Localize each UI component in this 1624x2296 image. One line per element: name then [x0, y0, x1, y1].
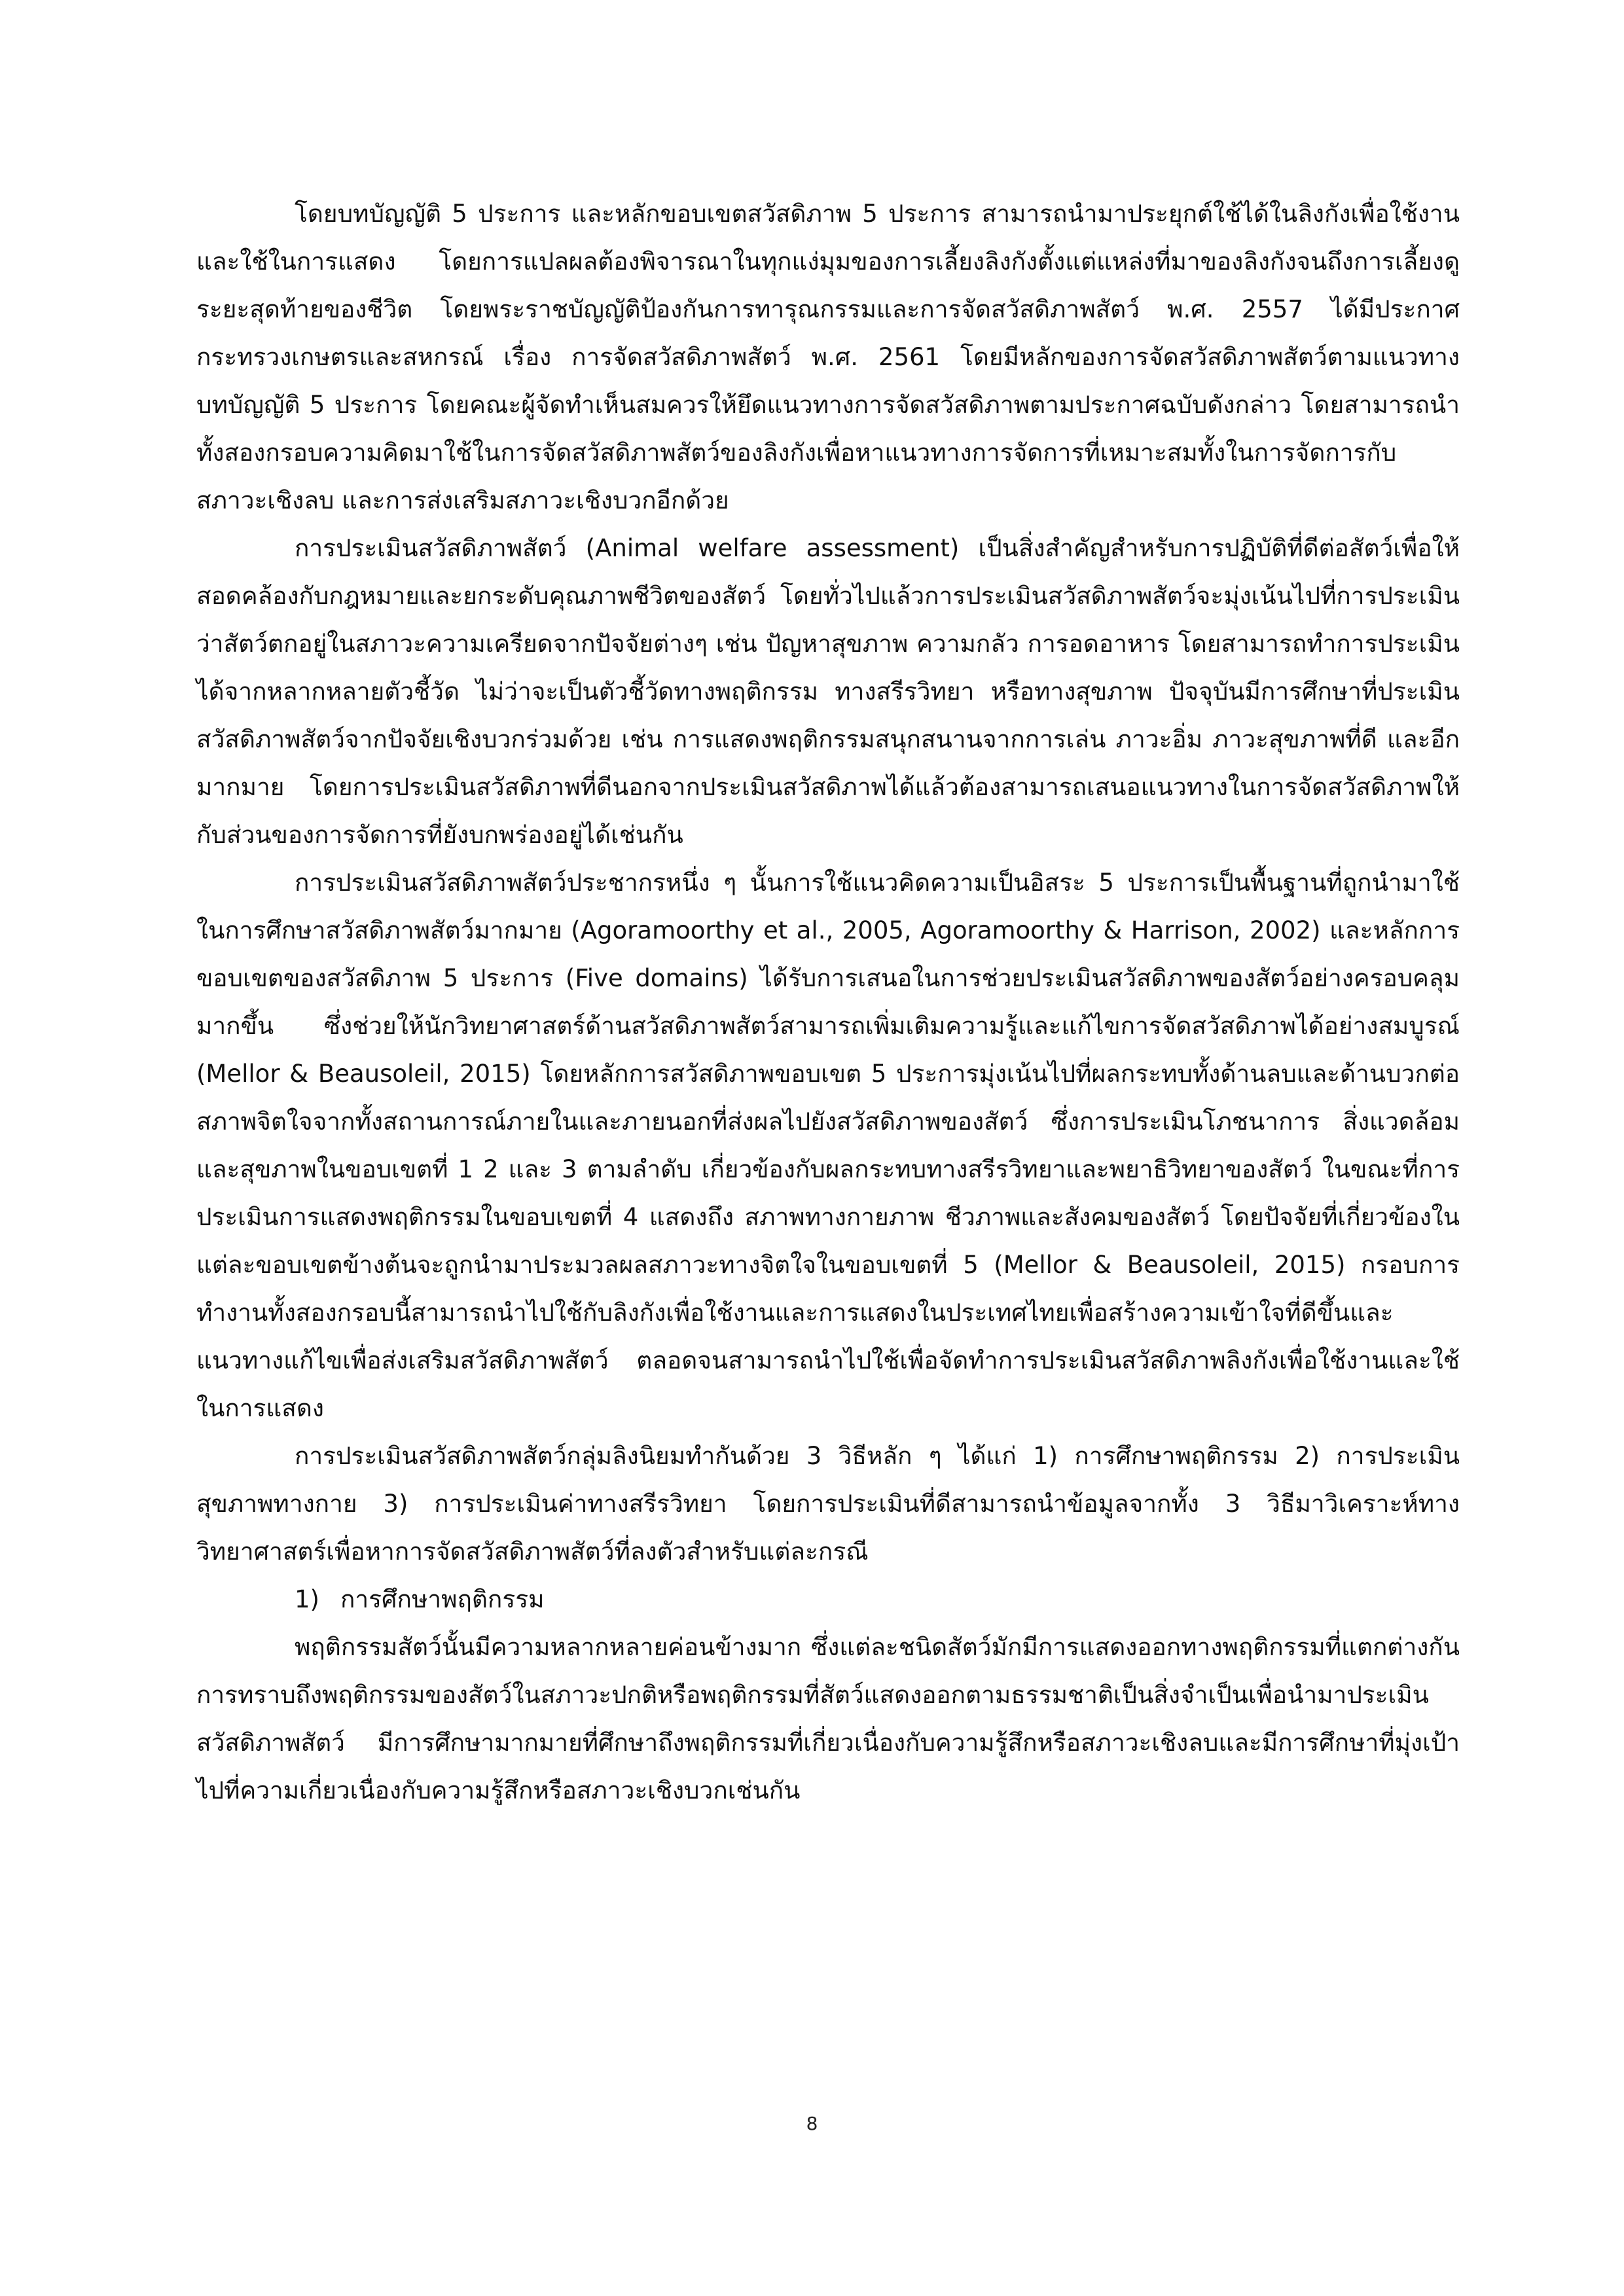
- paragraph-assessment-methods: การประเมินสวัสดิภาพสัตว์กลุ่มลิงนิยมทำกันด้วย 3 วิธีหลัก ๆ ได้แก่ 1) การศึกษาพฤติกรรม 2) การประเมินสุขภาพทางกาย 3) การประเมินค่าทางสรีรวิทยา โดยการประเมินที่ดีสามารถนำข้อมูลจากทั้ง 3 วิธีมาวิเคราะห์ทางวิทยาศาสตร์เพื่อหาการจัดสวัสดิภาพสัตว์ที่ลงตัวสำหรับแต่ละกรณี: [196, 1442, 1460, 1566]
- paragraph-welfare-assessment: การประเมินสวัสดิภาพสัตว์ (Animal welfare assessment) เป็นสิ่งสำคัญสำหรับการปฏิบัติที่ดีต่อสัตว์เพื่อให้สอดคล้องกับกฎหมายและยกระดับคุณภาพชีวิตของสัตว์ โดยทั่วไปแล้วการประเมินสวัสดิภาพสัตว์จะมุ่งเน้นไปที่การประเมินว่าสัตว์ตกอยู่ในสภาวะความเครียดจากปัจจัยต่างๆ เช่น ปัญหาสุขภาพ ความกลัว การอดอาหาร โดยสามารถทำการประเมินได้จากหลากหลายตัวชี้วัด ไม่ว่าจะเป็นตัวชี้วัดทางพฤติกรรม ทางสรีรวิทยา หรือทางสุขภาพ ปัจจุบันมีการศึกษาที่ประเมินสวัสดิภาพสัตว์จากปัจจัยเชิงบวกร่วมด้วย เช่น การแสดงพฤติกรรมสนุกสนานจากการเล่น ภาวะอิ่ม ภาวะสุขภาพที่ดี และอีกมากมาย โดยการประเมินสวัสดิภาพที่ดีนอกจากประเมินสวัสดิภาพได้แล้วต้องสามารถเสนอแนวทางในการจัดสวัสดิภาพให้กับส่วนของการจัดการที่ยังบกพร่องอยู่ได้เช่นกัน: [196, 534, 1460, 849]
- list-item-behavior-study: [196, 1575, 1460, 1623]
- paragraph-five-domains: การประเมินสวัสดิภาพสัตว์ประชากรหนึ่ง ๆ นั้นการใช้แนวคิดความเป็นอิสระ 5 ประการเป็นพื้นฐานที่ถูกนำมาใช้ในการศึกษาสวัสดิภาพสัตว์มากมาย (Agoramoorthy et al., 2005, Agoramoorthy & Harrison, 2002) และหลักการขอบเขตของสวัสดิภาพ 5 ประการ (Five domains) ได้รับการเสนอในการช่วยประเมินสวัสดิภาพของสัตว์อย่างครอบคลุมมากขึ้น ซึ่งช่วยให้นักวิทยาศาสตร์ด้านสวัสดิภาพสัตว์สามารถเพิ่มเติมความรู้และแก้ไขการจัดสวัสดิภาพได้อย่างสมบูรณ์ (Mellor & Beausoleil, 2015) โดยหลักการสวัสดิภาพขอบเขต 5 ประการมุ่งเน้นไปที่ผลกระทบทั้งด้านลบและด้านบวกต่อสภาพจิตใจจากทั้งสถานการณ์ภายในและภายนอกที่ส่งผลไปยังสวัสดิภาพของสัตว์ ซึ่งการประเมินโภชนาการ สิ่งแวดล้อมและสุขภาพในขอบเขตที่ 1 2 และ 3 ตามลำดับ เกี่ยวข้องกับผลกระทบทางสรีรวิทยาและพยาธิวิทยาของสัตว์ ในขณะที่การประเมินการแสดงพฤติกรรมในขอบเขตที่ 4 แสดงถึง สภาพทางกายภาพ ชีวภาพและสังคมของสัตว์ โดยปัจจัยที่เกี่ยวข้องในแต่ละขอบเขตข้างต้นจะถูกนำมาประมวลผลสภาวะทางจิตใจในขอบเขตที่ 5 (Mellor & Beausoleil, 2015) กรอบการทำงานทั้งสองกรอบนี้สามารถนำไปใช้กับลิงกังเพื่อใช้งานและการแสดงในประเทศไทยเพื่อสร้างความเข้าใจที่ดีขึ้นและแนวทางแก้ไขเพื่อส่งเสริมสวัสดิภาพสัตว์ ตลอดจนสามารถนำไปใช้เพื่อจัดทำการประเมินสวัสดิภาพลิงกังเพื่อใช้งานและใช้ในการแสดง: [196, 869, 1460, 1422]
- paragraph-animal-behavior: พฤติกรรมสัตว์นั้นมีความหลากหลายค่อนข้างมาก ซึ่งแต่ละชนิดสัตว์มักมีการแสดงออกทางพฤติกรรมที่แตกต่างกัน การทราบถึงพฤติกรรมของสัตว์ในสภาวะปกติหรือพฤติกรรมที่สัตว์แสดงออกตามธรรมชาติเป็นสิ่งจำเป็นเพื่อนำมาประเมินสวัสดิภาพสัตว์ มีการศึกษามากมายที่ศึกษาถึงพฤติกรรมที่เกี่ยวเนื่องกับความรู้สึกหรือสภาวะเชิงลบและมีการศึกษาที่มุ่งเป้าไปที่ความเกี่ยวเนื่องกับความรู้สึกหรือสภาวะเชิงบวกเช่นกัน: [196, 1633, 1460, 1804]
- page-number: 8: [806, 2113, 818, 2134]
- document-body: [196, 190, 1460, 1814]
- list-item-label: การศึกษาพฤติกรรม: [340, 1585, 545, 1613]
- list-item-number: 1): [295, 1585, 319, 1613]
- paragraph-five-freedoms: โดยบทบัญญัติ 5 ประการ และหลักขอบเขตสวัสดิภาพ 5 ประการ สามารถนำมาประยุกต์ใช้ได้ในลิงกังเพื่อใช้งานและใช้ในการแสดง โดยการแปลผลต้องพิจารณาในทุกแง่มุมของการเลี้ยงลิงกังตั้งแต่แหล่งที่มาของลิงกังจนถึงการเลี้ยงดูระยะสุดท้ายของชีวิต โดยพระราชบัญญัติป้องกันการทารุณกรรมและการจัดสวัสดิภาพสัตว์ พ.ศ. 2557 ได้มีประกาศกระทรวงเกษตรและสหกรณ์ เรื่อง การจัดสวัสดิภาพสัตว์ พ.ศ. 2561 โดยมีหลักของการจัดสวัสดิภาพสัตว์ตามแนวทางบทบัญญัติ 5 ประการ โดยคณะผู้จัดทำเห็นสมควรให้ยึดแนวทางการจัดสวัสดิภาพตามประกาศฉบับดังกล่าว โดยสามารถนำทั้งสองกรอบความคิดมาใช้ในการจัดสวัสดิภาพสัตว์ของลิงกังเพื่อหาแนวทางการจัดการที่เหมาะสมทั้งในการจัดการกับสภาวะเชิงลบ และการส่งเสริมสภาวะเชิงบวกอีกด้วย: [196, 200, 1460, 514]
